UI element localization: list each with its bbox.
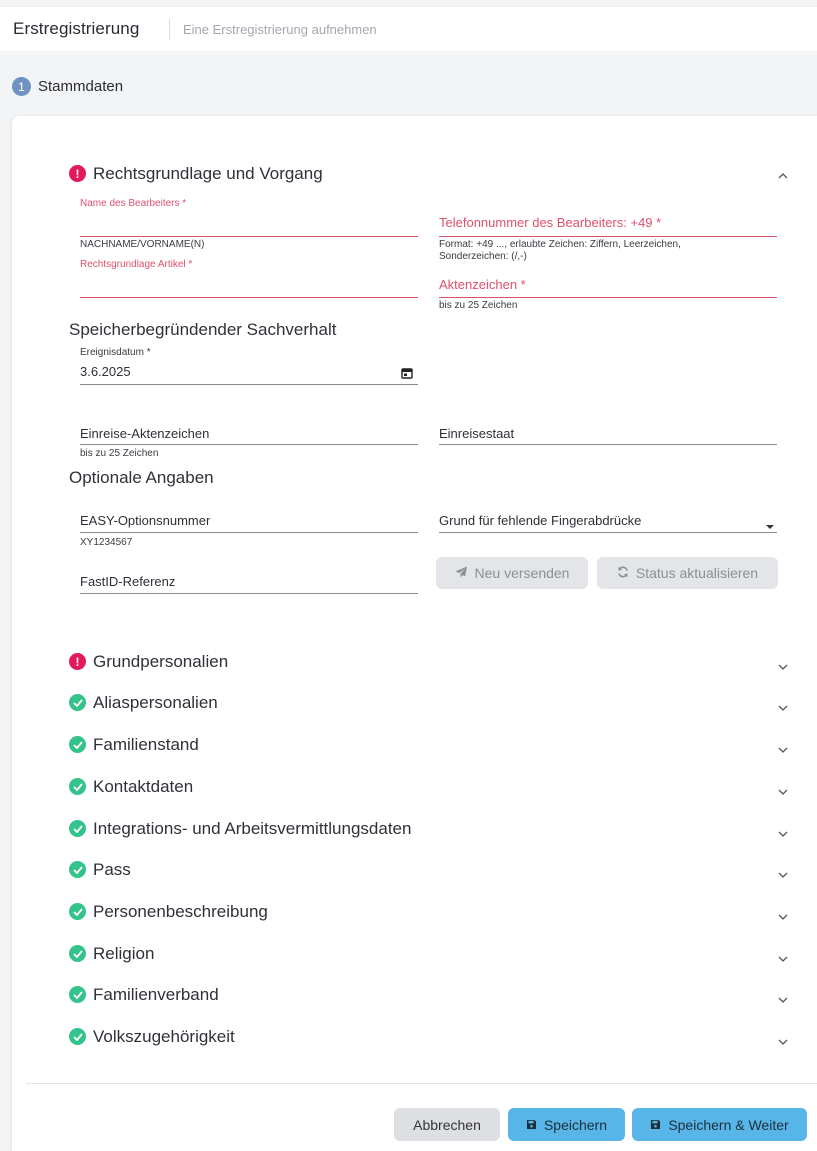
einreise-aktenzeichen-hint: bis zu 25 Zeichen — [80, 448, 159, 459]
ereignisdatum-underline — [80, 384, 418, 385]
footer-divider — [26, 1083, 817, 1084]
chevron-down-icon[interactable] — [777, 994, 789, 1006]
rechtsgrundlage-underline — [80, 297, 418, 298]
top-bar — [0, 6, 817, 51]
check-circle-icon — [69, 903, 86, 920]
optional-heading: Optionale Angaben — [69, 468, 214, 487]
aktenzeichen-underline — [439, 297, 777, 298]
section-title-rechtsgrundlage[interactable]: Rechtsgrundlage und Vorgang — [93, 164, 323, 183]
bearbeiter-name-hint: NACHNAME/VORNAME(N) — [80, 239, 205, 250]
floppy-disk-icon — [650, 1117, 661, 1133]
section-title: Integrations- und Arbeitsvermittlungsdaten — [93, 819, 412, 838]
section-integrationsdaten[interactable] — [69, 819, 789, 849]
bearbeiter-name-label: Name des Bearbeiters * — [80, 198, 187, 209]
telefon-underline — [439, 236, 777, 237]
section-title: Grundpersonalien — [93, 652, 229, 671]
section-familienverband[interactable] — [69, 985, 789, 1015]
section-grundpersonalien[interactable] — [69, 652, 789, 682]
telefon-label[interactable]: Telefonnummer des Bearbeiters: +49 * — [439, 215, 662, 230]
step-number-badge: 1 — [12, 77, 31, 96]
chevron-down-icon[interactable] — [777, 1036, 789, 1048]
fastid-referenz-label[interactable]: FastID-Referenz — [80, 574, 176, 589]
bearbeiter-name-underline — [80, 236, 418, 237]
einreisestaat-label[interactable]: Einreisestaat — [439, 426, 515, 441]
section-title: Aliaspersonalien — [93, 693, 218, 712]
check-circle-icon — [69, 861, 86, 878]
save-label: Speichern — [543, 1116, 608, 1133]
easy-optionsnummer-underline — [80, 532, 418, 533]
status-aktualisieren-button[interactable] — [597, 557, 778, 589]
paper-plane-icon — [455, 565, 468, 581]
neu-versenden-label: Neu versenden — [474, 565, 570, 581]
chevron-down-icon[interactable] — [777, 702, 789, 714]
section-title: Familienstand — [93, 735, 199, 754]
bearbeiter-name-input[interactable] — [80, 212, 418, 236]
section-personenbeschreibung[interactable] — [69, 902, 789, 932]
caret-down-icon[interactable] — [765, 517, 775, 523]
grund-fingerabdruecke-underline — [439, 532, 777, 533]
fastid-referenz-underline — [80, 593, 418, 594]
chevron-up-icon[interactable] — [777, 170, 789, 182]
chevron-down-icon[interactable] — [777, 744, 789, 756]
save-button[interactable] — [508, 1108, 625, 1141]
chevron-down-icon[interactable] — [777, 953, 789, 965]
section-kontaktdaten[interactable] — [69, 777, 789, 807]
chevron-down-icon[interactable] — [777, 869, 789, 881]
error-status-icon: ! — [69, 165, 86, 182]
step-label: Stammdaten — [38, 78, 124, 95]
calendar-icon[interactable] — [401, 366, 413, 378]
error-status-icon: ! — [69, 653, 86, 670]
grund-fingerabdruecke-select[interactable]: Grund für fehlende Fingerabdrücke — [439, 513, 642, 528]
easy-optionsnummer-hint: XY1234567 — [80, 537, 133, 548]
floppy-disk-icon — [526, 1117, 537, 1133]
section-title: Personenbeschreibung — [93, 902, 268, 921]
check-circle-icon — [69, 945, 86, 962]
chevron-down-icon[interactable] — [777, 828, 789, 840]
check-circle-icon — [69, 820, 86, 837]
check-circle-icon — [69, 736, 86, 753]
page-title: Erstregistrierung — [13, 19, 140, 38]
status-aktualisieren-label: Status aktualisieren — [635, 565, 759, 581]
check-circle-icon — [69, 694, 86, 711]
chevron-down-icon[interactable] — [777, 661, 789, 673]
section-title: Pass — [93, 860, 131, 879]
section-aliaspersonalien[interactable] — [69, 693, 789, 723]
easy-optionsnummer-label[interactable]: EASY-Optionsnummer — [80, 513, 211, 528]
rechtsgrundlage-label: Rechtsgrundlage Artikel * — [80, 259, 193, 270]
section-title: Familienverband — [93, 985, 219, 1004]
form-card — [12, 116, 817, 1151]
refresh-icon — [617, 565, 629, 581]
section-pass[interactable] — [69, 860, 789, 890]
check-circle-icon — [69, 778, 86, 795]
einreise-aktenzeichen-underline — [80, 444, 418, 445]
save-and-continue-label: Speichern & Weiter — [668, 1116, 789, 1133]
section-title: Volkszugehörigkeit — [93, 1027, 235, 1046]
rechtsgrundlage-input[interactable] — [80, 273, 418, 297]
section-religion[interactable] — [69, 944, 789, 974]
check-circle-icon — [69, 986, 86, 1003]
check-circle-icon — [69, 1028, 86, 1045]
cancel-label: Abbrechen — [413, 1116, 481, 1133]
chevron-down-icon[interactable] — [777, 786, 789, 798]
neu-versenden-button[interactable] — [436, 557, 588, 589]
telefon-hint: Format: +49 ..., erlaubte Zeichen: Ziffern, Leerzeichen, Sonderzeichen: (/,-) — [439, 239, 681, 262]
title-divider — [169, 19, 170, 40]
aktenzeichen-hint: bis zu 25 Zeichen — [439, 300, 518, 311]
sachverhalt-heading: Speicherbegründender Sachverhalt — [69, 320, 337, 339]
cancel-button[interactable] — [394, 1108, 500, 1141]
aktenzeichen-label[interactable]: Aktenzeichen * — [439, 277, 526, 292]
chevron-down-icon[interactable] — [777, 911, 789, 923]
ereignisdatum-input[interactable]: 3.6.2025 — [80, 364, 131, 379]
section-familienstand[interactable] — [69, 735, 789, 765]
section-volkszugehoerigkeit[interactable] — [69, 1027, 789, 1057]
page-subtitle: Eine Erstregistrierung aufnehmen — [183, 22, 377, 37]
einreisestaat-underline — [439, 444, 777, 445]
section-title: Religion — [93, 944, 155, 963]
save-and-continue-button[interactable] — [632, 1108, 807, 1141]
ereignisdatum-label: Ereignisdatum * — [80, 347, 151, 358]
section-title: Kontaktdaten — [93, 777, 194, 796]
einreise-aktenzeichen-label[interactable]: Einreise-Aktenzeichen — [80, 426, 210, 441]
